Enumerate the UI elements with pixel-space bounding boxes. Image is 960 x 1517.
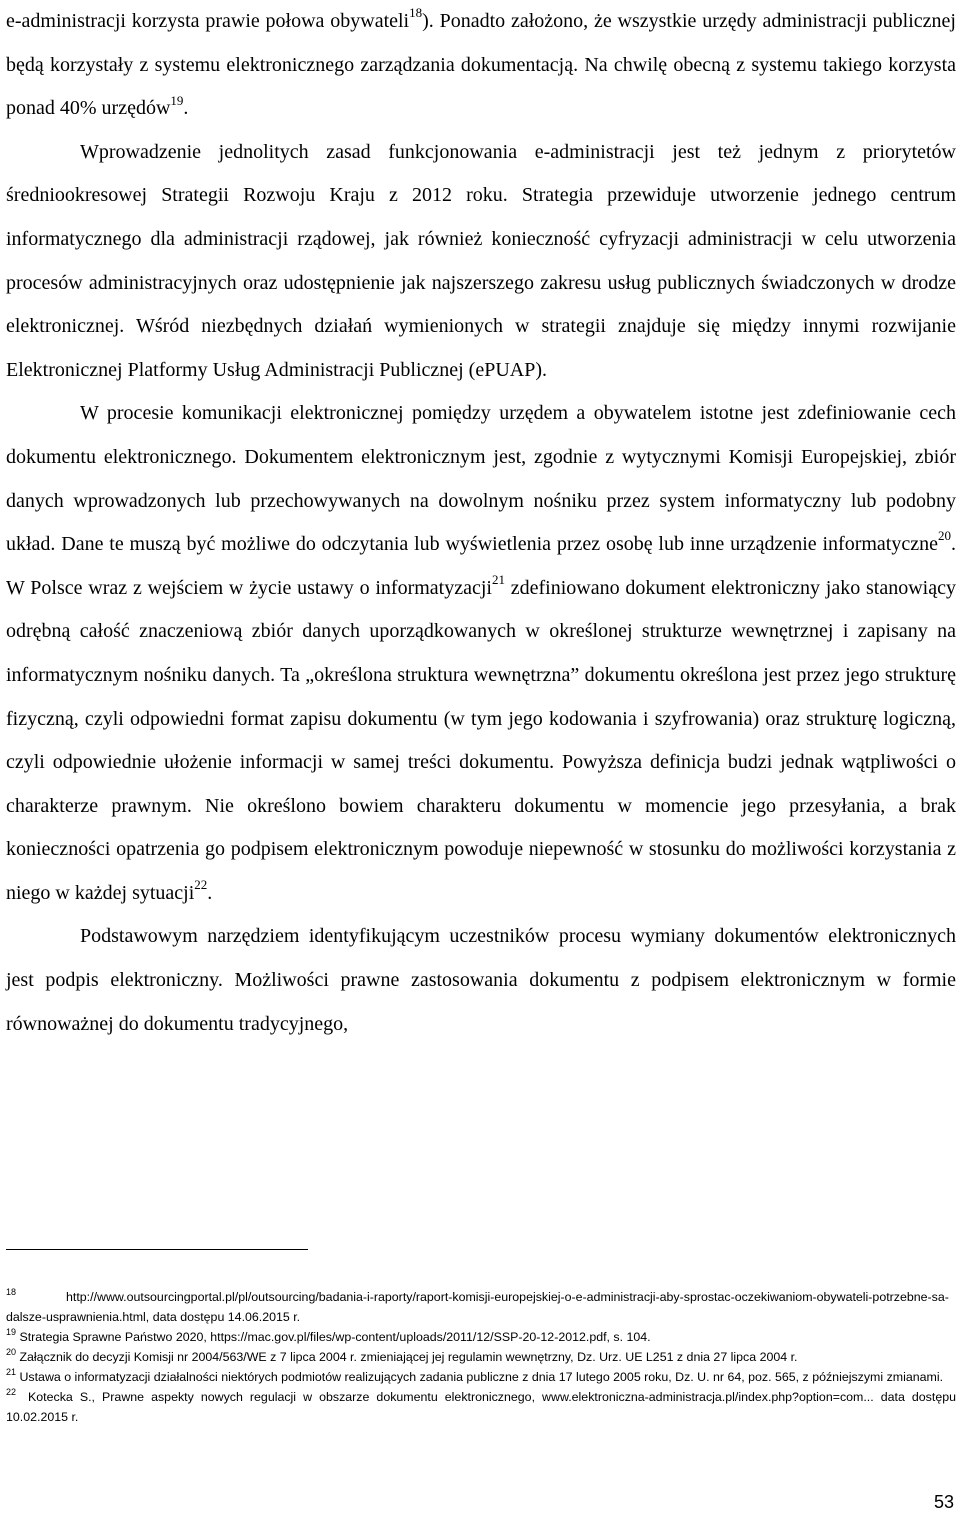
page-number: 53 <box>933 1492 954 1512</box>
footnotes <box>6 1287 956 1427</box>
footnote-text: Strategia Sprawne Państwo 2020, https://mac.gov.pl/files/wp-content/uploads/2011/12/SSP-20-12-2012.pdf, s. 104. <box>19 1330 651 1344</box>
paragraph-text: zdefiniowano dokument elektroniczny jako stanowiący odrębną całość znaczeniową zbiór danych uporządkowanych w określonej strukturze wewnętrznej i zapisany na informatycznym nośniku danych. Ta „określona struktura wewnętrzna” dokumentu określona jest przez jego strukturę fizyczną, czyli odpowiedni format zapisu dokumentu (w tym jego kodowania i szyfrowania) oraz strukturę logiczną, czyli odpowiednie ułożenie informacji w samej treści dokumentu. Powyższa definicja budzi jednak wątpliwości o charakterze prawnym. Nie określono bowiem charakteru dokumentu w momencie jego przesyłania, a brak konieczności opatrzenia go podpisem elektronicznym powoduje niepewność w stosunku do możliwości korzystania z niego w każdej sytuacji <box>6 576 956 904</box>
footnote-ref: 18 <box>409 5 423 21</box>
paragraph-text: W procesie komunikacji elektronicznej pomiędzy urzędem a obywatelem istotne jest zdefiniowanie cech dokumentu elektronicznego. Dokumentem elektronicznym jest, zgodnie z wytycznymi Komisji Europejskiej, zbiór danych wprowadzonych lub przechowywanych na dowolnym nośniku przez system informatyczny lub podobny układ. Dane te muszą być możliwe do odczytania lub wyświetlenia przez osobę lub inne urządzenie informatyczne <box>6 402 956 556</box>
paragraph-text: e-administracji korzysta prawie połowa obywateli <box>6 10 410 32</box>
footnote-number: 18 <box>6 1286 17 1297</box>
paragraph-text: ). Ponadto założono, że wszystkie urzędy administracji publicznej będą korzystały z systemu elektronicznego zarządzania dokumentacją. Na chwilę obecną z systemu takiego korzysta ponad 40% urzędów <box>6 10 956 120</box>
footnote-number: 22 <box>6 1386 17 1397</box>
footnote-20 <box>6 1347 956 1367</box>
footnote-separator <box>6 1249 308 1250</box>
paragraph-text: Wprowadzenie jednolitych zasad funkcjonowania e-administracji jest też jednym z priorytetów średniookresowej Strategii Rozwoju Kraju z 2012 roku. Strategia przewiduje utworzenie jednego centrum informatycznego dla administracji rządowej, jak również konieczność cyfryzacji administracji w celu utworzenia procesów administracyjnych oraz udostępnienie jak najszerszego zakresu usług publicznych świadczonych w drodze elektronicznej. Wśród niezbędnych działań wymienionych w strategii znajduje się między innymi rozwijanie Elektronicznej Platformy Usług Administracji Publicznej (ePUAP). <box>6 140 956 381</box>
footnote-number: 19 <box>6 1326 17 1337</box>
footnote-ref: 22 <box>194 877 208 893</box>
paragraph <box>6 915 956 1046</box>
footnote-ref: 21 <box>491 572 505 588</box>
footnote-ref: 20 <box>938 528 951 544</box>
footnote-19 <box>6 1327 956 1347</box>
footnote-text: Kotecka S., Prawne aspekty nowych regulacji w obszarze dokumentu elektronicznego, www.elektroniczna-administracja.pl/index.php?option=com... data dostępu 10.02.2015 r. <box>6 1390 956 1424</box>
footnote-text: Ustawa o informatyzacji działalności niektórych podmiotów realizujących zadania publiczne z dnia 17 lutego 2005 roku, Dz. U. nr 64, poz. 565, z późniejszymi zmianami. <box>19 1370 944 1384</box>
paragraph-text: Podstawowym narzędziem identyfikującym uczestników procesu wymiany dokumentów elektronicznych jest podpis elektroniczny. Możliwości prawne zastosowania dokumentu z podpisem elektronicznym w formie równoważnej do dokumentu tradycyjnego, <box>6 925 956 1035</box>
paragraph-text: . <box>183 97 189 120</box>
footnote-text: http://www.outsourcingportal.pl/pl/outsourcing/badania-i-raporty/raport-komisji-europejskiej-o-e-administracji-aby-sprostac-oczekiwaniom-obywateli-potrzebne-sa-dalsze-usprawnienia.html, data dostępu 14.06.2015 r. <box>6 1290 949 1324</box>
footnote-ref: 19 <box>170 92 184 108</box>
paragraph-text: . W Polsce wraz z wejściem w życie ustawy o informatyzacji <box>6 533 956 599</box>
footnote-number: 21 <box>6 1366 17 1377</box>
paragraph <box>6 0 956 131</box>
paragraph <box>6 392 956 915</box>
footnote-22 <box>6 1387 956 1427</box>
footnote-18 <box>6 1287 956 1327</box>
footnote-text: Załącznik do decyzji Komisji nr 2004/563/WE z 7 lipca 2004 r. zmieniającej jej regulamin wewnętrzny, Dz. Urz. UE L251 z dnia 27 lipca 2004 r. <box>19 1350 798 1364</box>
footnote-number: 20 <box>6 1346 17 1357</box>
paragraph-text: . <box>207 881 213 904</box>
footnote-21 <box>6 1367 956 1387</box>
body-text <box>6 0 956 1046</box>
paragraph <box>6 131 956 393</box>
